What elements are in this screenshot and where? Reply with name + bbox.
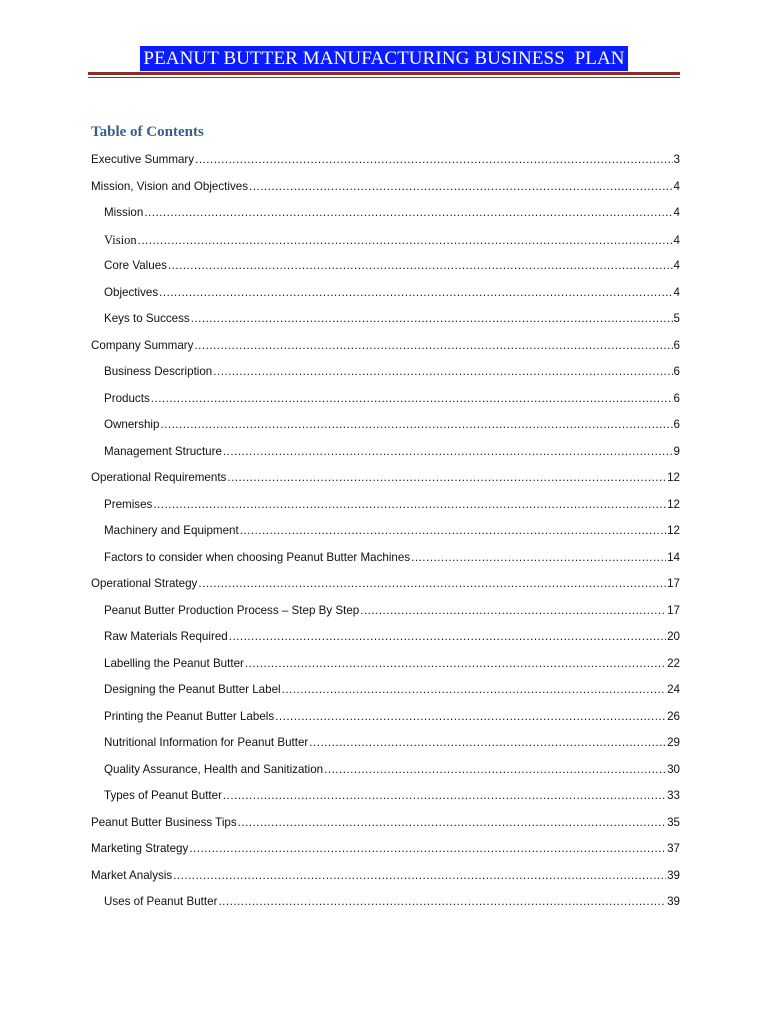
toc-entry-label: Products	[104, 391, 150, 405]
toc-entry-page-number: 33	[667, 789, 680, 802]
toc-entry-page-number: 4	[673, 285, 680, 299]
toc-entry-page-number: 17	[667, 603, 680, 617]
toc-entry[interactable]	[91, 495, 680, 522]
toc-entry-page-number: 9	[673, 444, 680, 458]
toc-entry-label: Premises	[104, 497, 153, 511]
toc-entry-label: Quality Assurance, Health and Sanitization	[104, 762, 324, 776]
toc-dot-leader	[213, 362, 672, 382]
toc-dot-leader	[168, 256, 673, 276]
toc-entry-page-number: 6	[673, 391, 680, 405]
toc-entry-label: Uses of Peanut Butter	[104, 895, 218, 908]
toc-entry-label: Factors to consider when choosing Peanut Butter Machines	[104, 550, 411, 564]
toc-entry-label: Marketing Strategy	[91, 842, 189, 855]
document-title: PEANUT BUTTER MANUFACTURING BUSINESS PLAN	[140, 46, 627, 71]
toc-entry-label: Printing the Peanut Butter Labels	[104, 709, 275, 723]
toc-entry-label: Executive Summary	[91, 153, 195, 166]
table-of-contents	[91, 150, 680, 919]
toc-entry[interactable]	[91, 866, 680, 893]
toc-entry[interactable]	[91, 627, 680, 654]
toc-heading: Table of Contents	[91, 124, 204, 140]
toc-entry[interactable]	[91, 654, 680, 681]
toc-entry-page-number: 4	[673, 233, 680, 247]
toc-entry[interactable]	[91, 150, 680, 177]
toc-entry[interactable]	[91, 786, 680, 813]
toc-entry[interactable]	[91, 442, 680, 469]
toc-dot-leader	[249, 177, 673, 197]
toc-dot-leader	[324, 760, 666, 780]
toc-entry-page-number: 17	[667, 577, 680, 590]
toc-entry-page-number: 4	[673, 206, 680, 219]
header-rule-thin	[88, 77, 680, 78]
toc-dot-leader	[223, 786, 666, 806]
toc-entry-page-number: 29	[667, 736, 680, 749]
toc-entry-page-number: 5	[673, 312, 680, 325]
toc-dot-leader	[227, 468, 666, 488]
toc-entry-page-number: 6	[673, 418, 680, 431]
toc-entry-label: Management Structure	[104, 444, 222, 458]
toc-dot-leader	[229, 627, 666, 647]
toc-entry-page-number: 39	[667, 895, 680, 908]
toc-entry[interactable]	[91, 256, 680, 283]
toc-dot-leader	[195, 150, 672, 170]
toc-entry-page-number: 12	[667, 471, 680, 484]
toc-entry-page-number: 14	[667, 550, 680, 564]
toc-entry-label: Peanut Butter Production Process – Step By Step	[104, 603, 360, 617]
toc-entry[interactable]	[91, 892, 680, 919]
toc-entry-page-number: 30	[667, 762, 680, 776]
toc-dot-leader	[194, 336, 672, 356]
toc-entry[interactable]	[91, 813, 680, 840]
toc-entry-label: Nutritional Information for Peanut Butter	[104, 736, 309, 749]
toc-entry-page-number: 24	[667, 683, 680, 696]
toc-entry-label: Objectives	[104, 285, 159, 299]
toc-entry-page-number: 12	[667, 497, 680, 511]
toc-entry[interactable]	[91, 336, 680, 363]
toc-dot-leader	[173, 866, 666, 886]
toc-dot-leader	[189, 839, 666, 859]
toc-entry-page-number: 35	[667, 815, 680, 829]
toc-entry-page-number: 3	[673, 153, 680, 166]
toc-entry-label: Ownership	[104, 418, 160, 431]
toc-entry-label: Keys to Success	[104, 312, 190, 325]
toc-entry-page-number: 6	[673, 365, 680, 378]
toc-entry[interactable]	[91, 415, 680, 442]
toc-entry[interactable]	[91, 283, 680, 310]
toc-dot-leader	[160, 415, 672, 435]
toc-entry[interactable]	[91, 548, 680, 575]
toc-dot-leader	[159, 283, 672, 303]
toc-entry-page-number: 39	[667, 868, 680, 882]
toc-entry[interactable]	[91, 601, 680, 628]
toc-entry-label: Mission	[104, 206, 144, 219]
toc-entry-label: Types of Peanut Butter	[104, 789, 222, 802]
toc-dot-leader	[238, 813, 666, 833]
toc-entry-label: Machinery and Equipment	[104, 524, 239, 537]
toc-entry[interactable]	[91, 680, 680, 707]
toc-entry[interactable]	[91, 521, 680, 548]
toc-dot-leader	[223, 442, 673, 462]
toc-entry-label: Labelling the Peanut Butter	[104, 656, 244, 670]
toc-entry-page-number: 37	[667, 842, 680, 855]
toc-entry-label: Market Analysis	[91, 868, 173, 882]
toc-dot-leader	[309, 733, 666, 753]
toc-entry-label: Company Summary	[91, 338, 194, 352]
toc-entry[interactable]	[91, 230, 680, 257]
toc-entry-page-number: 6	[673, 338, 680, 352]
toc-dot-leader	[218, 892, 666, 912]
toc-entry[interactable]	[91, 203, 680, 230]
toc-dot-leader	[138, 231, 673, 251]
toc-entry[interactable]	[91, 309, 680, 336]
toc-entry[interactable]	[91, 707, 680, 734]
toc-dot-leader	[411, 548, 666, 568]
toc-dot-leader	[144, 203, 672, 223]
toc-entry-label: Mission, Vision and Objectives	[91, 179, 249, 193]
toc-entry-page-number: 20	[667, 630, 680, 643]
toc-entry-label: Operational Strategy	[91, 577, 198, 590]
toc-entry-page-number: 4	[673, 179, 680, 193]
toc-entry-label: Business Description	[104, 365, 213, 378]
toc-dot-leader	[151, 389, 673, 409]
toc-entry[interactable]	[91, 468, 680, 495]
toc-entry-label: Core Values	[104, 259, 167, 272]
toc-entry[interactable]	[91, 760, 680, 787]
toc-dot-leader	[245, 654, 666, 674]
toc-entry-page-number: 26	[667, 709, 680, 723]
toc-entry[interactable]	[91, 362, 680, 389]
toc-dot-leader	[360, 601, 666, 621]
toc-dot-leader	[282, 680, 666, 700]
toc-entry-page-number: 22	[667, 656, 680, 670]
toc-dot-leader	[191, 309, 673, 329]
header-rule-thick	[88, 72, 680, 75]
toc-entry-page-number: 4	[673, 259, 680, 272]
toc-dot-leader	[275, 707, 666, 727]
toc-entry[interactable]	[91, 839, 680, 866]
toc-entry-label: Operational Requirements	[91, 471, 227, 484]
toc-entry[interactable]	[91, 177, 680, 204]
title-wrapper	[0, 46, 768, 71]
toc-entry[interactable]	[91, 574, 680, 601]
toc-entry-label: Vision	[104, 232, 137, 247]
toc-entry-label: Designing the Peanut Butter Label	[104, 683, 281, 696]
toc-entry[interactable]	[91, 733, 680, 760]
toc-entry-page-number: 12	[667, 524, 680, 537]
toc-dot-leader	[198, 574, 666, 594]
toc-entry-label: Peanut Butter Business Tips	[91, 815, 237, 829]
toc-entry[interactable]	[91, 389, 680, 416]
toc-dot-leader	[153, 495, 666, 515]
toc-entry-label: Raw Materials Required	[104, 630, 228, 643]
toc-dot-leader	[240, 521, 666, 541]
